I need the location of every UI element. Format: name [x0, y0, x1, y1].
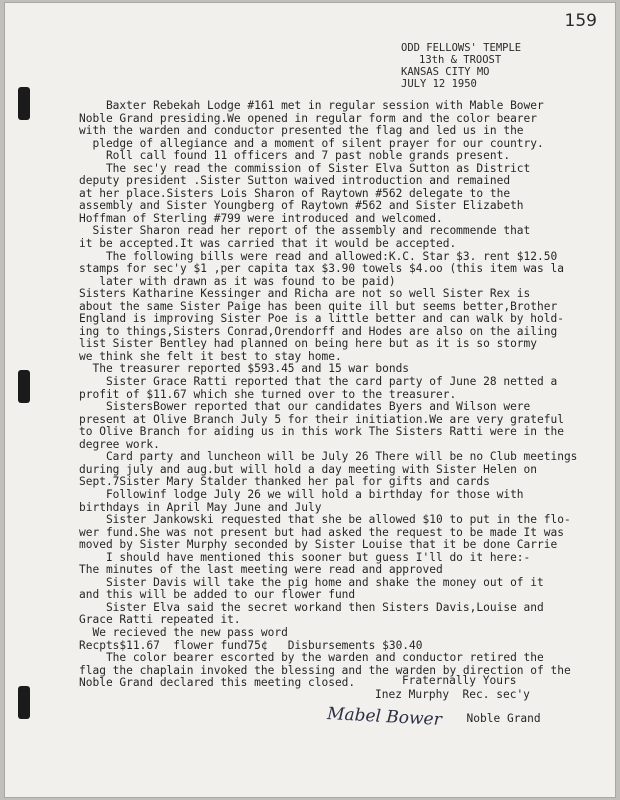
- closing-block: [375, 674, 530, 702]
- minutes-line: Roll call found 11 officers and 7 past noble grands present.: [79, 149, 511, 163]
- minutes-line: pledge of allegiance and a moment of silent prayer for our country.: [79, 136, 544, 150]
- signature-line: [326, 704, 541, 730]
- minutes-line: it be accepted.It was carried that it would be accepted.: [79, 237, 457, 251]
- minutes-line: Followinf lodge July 26 we will hold a birthday for those with: [79, 487, 524, 501]
- heading-line: ODD FELLOWS' TEMPLE: [401, 42, 522, 54]
- minutes-line: The color bearer escorted by the warden and conductor retired the: [79, 651, 544, 665]
- minutes-line: at her place.Sisters Lois Sharon of Raytown #562 delegate to the: [79, 186, 511, 200]
- minutes-line: Card party and luncheon will be July 26 There will be no Club meetings: [79, 450, 578, 464]
- closing-line: Fraternally Yours: [375, 674, 517, 687]
- minutes-line: Sister Sharon read her report of the assembly and recommende that: [79, 224, 531, 238]
- minutes-line: Sister Jankowski requested that she be allowed $10 to put in the flo-: [79, 513, 571, 527]
- minutes-line: Sisters Katharine Kessinger and Richa are not so well Sister Rex is: [79, 287, 531, 301]
- minutes-line: The following bills were read and allowed:K.C. Star $3. rent $12.50: [79, 249, 558, 263]
- heading-line: 13th & TROOST: [419, 54, 502, 66]
- heading-line: KANSAS CITY MO: [401, 66, 490, 78]
- minutes-line: Grace Ratti repeated it.: [79, 613, 241, 627]
- binder-hole: [18, 686, 30, 719]
- minutes-line: later with drawn as it was found to be paid): [79, 274, 396, 288]
- minutes-line: The minutes of the last meeting were read and approved: [79, 563, 443, 577]
- minutes-line: wer fund.She was not present but had asked the request to be made It was: [79, 525, 564, 539]
- page-number: 159: [564, 11, 597, 31]
- minutes-line: Sister Elva said the secret workand then Sisters Davis,Louise and: [79, 600, 544, 614]
- minutes-line: We recieved the new pass word: [79, 625, 288, 639]
- binder-hole: [18, 370, 30, 403]
- minutes-line: during july and aug.but will hold a day meeting with Sister Helen on: [79, 462, 538, 476]
- minutes-line: The treasurer reported $593.45 and 15 war bonds: [79, 362, 410, 376]
- minutes-line: Noble Grand declared this meeting closed.: [79, 676, 356, 690]
- heading-line: JULY 12 1950: [401, 78, 477, 90]
- minutes-line: profit of $11.67 which she turned over to the treasurer.: [79, 387, 457, 401]
- minutes-line: to Olive Branch for aiding us in this work The Sisters Ratti were in the: [79, 425, 564, 439]
- minutes-line: Baxter Rebekah Lodge #161 met in regular session with Mable Bower: [79, 99, 544, 112]
- minutes-line: stamps for sec'y $1 ,per capita tax $3.90 towels $4.oo (this item was la: [79, 262, 564, 276]
- minutes-line: deputy president .Sister Sutton waived introduction and remained: [79, 174, 511, 188]
- minutes-line: SistersBower reported that our candidates Byers and Wilson were: [79, 400, 531, 414]
- minutes-line: present at Olive Branch July 5 for their initiation.We are very grateful: [79, 412, 564, 426]
- minutes-line: Hoffman of Sterling #799 were introduced and welcomed.: [79, 211, 443, 225]
- minutes-line: England is improving Sister Poe is a little better and can walk by hold-: [79, 312, 564, 326]
- minutes-line: about the same Sister Paige has been quite ill but seems better,Brother: [79, 299, 558, 313]
- minutes-line: Sister Grace Ratti reported that the card party of June 28 netted a: [79, 375, 558, 389]
- minutes-line: degree work.: [79, 437, 160, 451]
- minutes-body: [79, 100, 609, 690]
- minutes-line: Noble Grand presiding.We opened in regular form and the color bearer: [79, 111, 538, 125]
- minutes-line: list Sister Bentley had planned on being here but as it is so stormy: [79, 337, 538, 351]
- minutes-line: we think she felt it best to stay home.: [79, 349, 342, 363]
- minutes-line: birthdays in April May June and July: [79, 500, 322, 514]
- letterhead: [401, 42, 521, 90]
- minutes-line: with the warden and conductor presented the flag and led us in the: [79, 124, 524, 138]
- minutes-line: Recpts$11.67 flower fund75¢ Disbursements $30.40: [79, 638, 423, 652]
- minutes-line: Sister Davis will take the pig home and shake the money out of it: [79, 575, 544, 589]
- handwritten-signature: Mabel Bower: [326, 704, 443, 730]
- document-page: [4, 2, 616, 798]
- closing-line: Inez Murphy Rec. sec'y: [375, 688, 530, 701]
- noble-grand-title: Noble Grand: [466, 712, 541, 725]
- minutes-line: assembly and Sister Youngberg of Raytown #562 and Sister Elizabeth: [79, 199, 524, 213]
- minutes-line: and this will be added to our flower fund: [79, 588, 356, 602]
- minutes-line: The sec'y read the commission of Sister Elva Sutton as District: [79, 161, 531, 175]
- minutes-line: moved by Sister Murphy seconded by Sister Louise that it be done Carrie: [79, 538, 558, 552]
- minutes-line: Sept.7Sister Mary Stalder thanked her pal for gifts and cards: [79, 475, 490, 489]
- minutes-line: flag the chaplain invoked the blessing and the warden by direction of the: [79, 663, 571, 677]
- minutes-line: I should have mentioned this sooner but guess I'll do it here:-: [79, 550, 531, 564]
- minutes-line: ing to things,Sisters Conrad,Orendorff and Hodes are also on the ailing: [79, 324, 558, 338]
- binder-hole: [18, 87, 30, 120]
